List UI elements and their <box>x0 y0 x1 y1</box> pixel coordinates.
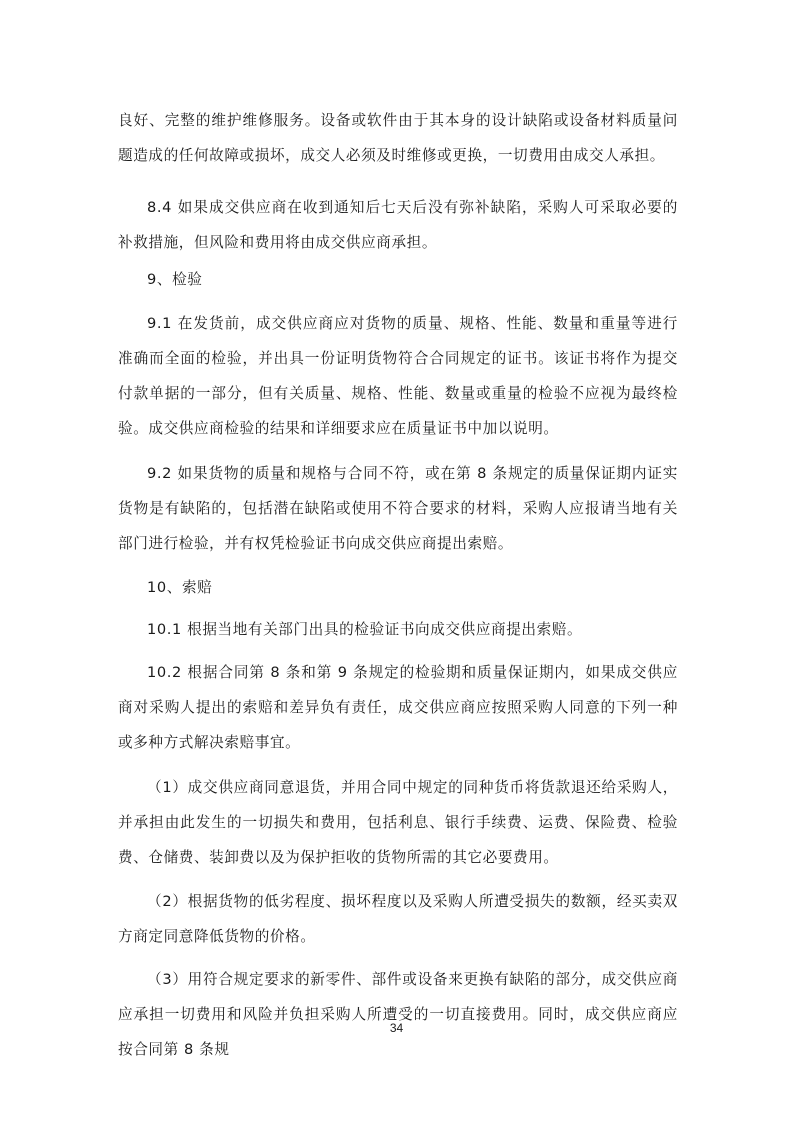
paragraph-9-2: 9.2 如果货物的质量和规格与合同不符，或在第 8 条规定的质量保证期内证实货物是有缺陷的，包括潜在缺陷或使用不符合要求的材料，采购人应报请当地有关部门进行检验，并有权凭检验证书向成交供应商提出索赔。 <box>118 465 678 552</box>
page-number: 34 <box>389 1021 404 1035</box>
paragraph-maintenance-continued: 良好、完整的维护维修服务。设备或软件由于其本身的设计缺陷或设备材料质量问题造成的任何故障或损坏，成交人必须及时维修或更换，一切费用由成交人承担。 <box>118 112 678 164</box>
paragraph-10-2: 10.2 根据合同第 8 条和第 9 条规定的检验期和质量保证期内，如果成交供应商对采购人提出的索赔和差异负有责任，成交供应商应按照采购人同意的下列一种或多种方式解决索赔事宜。 <box>118 664 678 751</box>
paragraph-8-4: 8.4 如果成交供应商在收到通知后七天后没有弥补缺陷，采购人可采取必要的补救措施，但风险和费用将由成交供应商承担。 <box>118 199 678 251</box>
section-heading-claims: 10、索赔 <box>147 579 213 596</box>
paragraph-10-1: 10.1 根据当地有关部门出具的检验证书向成交供应商提出索赔。 <box>147 621 583 638</box>
paragraph-9-1: 9.1 在发货前，成交供应商应对货物的质量、规格、性能、数量和重量等进行准确而全面的检验，并出具一份证明货物符合合同规定的证书。该证书将作为提交付款单据的一部分，但有关质量、规格、性能、数量或重量的检验不应视为最终检验。成交供应商检验的结果和详细要求应在质量证书中加以说明。 <box>118 315 678 437</box>
section-heading-inspection: 9、检验 <box>147 271 203 288</box>
list-item-remedy-3: （3）用符合规定要求的新零件、部件或设备来更换有缺陷的部分，成交供应商应承担一切费用和风险并负担采购人所遭受的一切直接费用。同时，成交供应商应按合同第 8 条规 <box>118 971 678 1058</box>
list-item-remedy-1: （1）成交供应商同意退货，并用合同中规定的同种货币将货款退还给采购人，并承担由此发生的一切损失和费用，包括利息、银行手续费、运费、保险费、检验费、仓储费、装卸费以及为保护拒收的货物所需的其它必要费用。 <box>118 779 678 866</box>
list-item-remedy-2: （2）根据货物的低劣程度、损坏程度以及采购人所遭受损失的数额，经买卖双方商定同意降低货物的价格。 <box>118 893 678 945</box>
